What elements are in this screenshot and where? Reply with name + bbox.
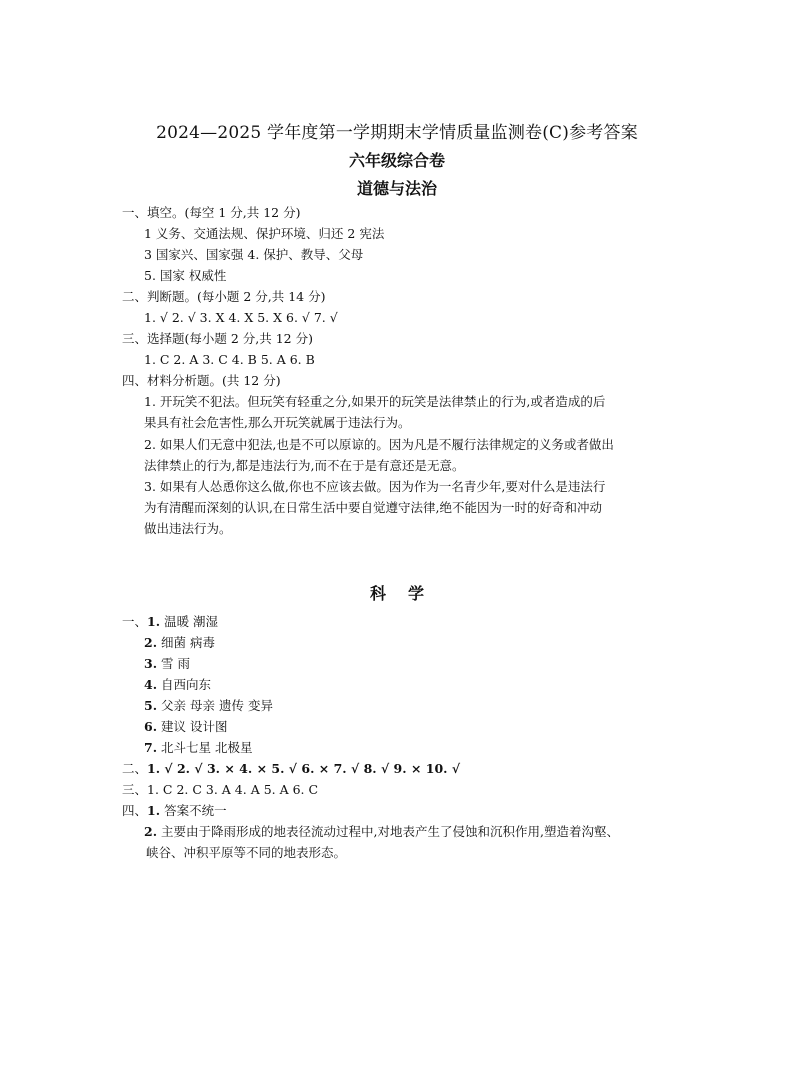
item-number: 6. <box>144 719 158 734</box>
item-text: 答案不统一 <box>164 803 227 818</box>
paragraph-line: 为有清醒而深刻的认识,在日常生活中要自觉遵守法律,绝不能因为一时的好奇和冲动 <box>144 500 602 515</box>
science-answer-continuation: 峡谷、冲积平原等不同的地表形态。 <box>146 845 347 860</box>
item-number: 7. <box>144 740 158 755</box>
science-answer-line <box>122 761 460 777</box>
section-heading-fill-blank: 一、填空。(每空 1 分,共 12 分) <box>122 205 301 220</box>
answer-line: 3 国家兴、国家强 4. 保护、教导、父母 <box>144 247 364 262</box>
item-text: 温暖 潮湿 <box>164 614 219 629</box>
answer-row: 1. C 2. C 3. A 4. A 5. A 6. C <box>147 782 319 797</box>
item-text: 主要由于降雨形成的地表径流动过程中,对地表产生了侵蚀和沉积作用,塑造着沟壑、 <box>161 824 619 839</box>
item-text: 细菌 病毒 <box>161 635 216 650</box>
paragraph-line: 做出违法行为。 <box>144 521 232 536</box>
science-answer-line <box>122 803 227 819</box>
subject-title-morality: 道德与法治 <box>356 179 437 198</box>
paragraph-line: 1. 开玩笑不犯法。但玩笑有轻重之分,如果开的玩笑是法律禁止的行为,或者造成的后 <box>144 394 606 409</box>
item-number: 3. <box>144 656 158 671</box>
paragraph-line: 2. 如果人们无意中犯法,也是不可以原谅的。因为凡是不履行法律规定的义务或者做出 <box>144 437 614 452</box>
science-answer-line <box>122 782 318 798</box>
item-number: 1. <box>147 803 161 818</box>
item-number: 2. <box>144 635 158 650</box>
subject-title-science: 科学 <box>369 584 446 603</box>
science-answer-line <box>144 824 619 840</box>
item-text: 自西向东 <box>161 677 212 692</box>
section-prefix: 二、 <box>122 761 148 776</box>
science-answer-line <box>144 698 273 714</box>
item-text: 建议 设计图 <box>161 719 228 734</box>
document-subtitle: 六年级综合卷 <box>348 151 445 170</box>
science-answer-line <box>122 614 218 630</box>
answer-line: 5. 国家 权威性 <box>144 268 227 283</box>
item-text: 北斗七星 北极星 <box>161 740 253 755</box>
paragraph-line: 法律禁止的行为,都是违法行为,而不在于是有意还是无意。 <box>144 458 465 473</box>
section-heading-multiple-choice: 三、选择题(每小题 2 分,共 12 分) <box>122 331 313 346</box>
document-title: 2024—2025 学年度第一学期期末学情质量监测卷(C)参考答案 <box>156 123 638 143</box>
answer-line: 1 义务、交通法规、保护环境、归还 2 宪法 <box>144 226 385 241</box>
section-heading-true-false: 二、判断题。(每小题 2 分,共 14 分) <box>122 289 326 304</box>
item-number: 1. <box>147 614 161 629</box>
section-prefix: 三、 <box>122 782 148 797</box>
science-answer-line <box>144 740 253 756</box>
section-prefix: 四、 <box>122 803 148 818</box>
item-text: 父亲 母亲 遗传 变异 <box>161 698 273 713</box>
item-number: 2. <box>144 824 158 839</box>
science-answer-line <box>144 719 228 735</box>
section-prefix: 一、 <box>122 614 148 629</box>
paragraph-line: 3. 如果有人怂恿你这么做,你也不应该去做。因为作为一名青少年,要对什么是违法行 <box>144 479 606 494</box>
science-answer-line <box>144 656 190 672</box>
science-answer-line <box>144 635 215 651</box>
paragraph-line: 果具有社会危害性,那么开玩笑就属于违法行为。 <box>144 415 411 430</box>
answer-row: 1. √ 2. √ 3. × 4. × 5. √ 6. × 7. √ 8. √ 9. × 10. √ <box>147 761 461 776</box>
item-text: 雪 雨 <box>161 656 191 671</box>
item-number: 4. <box>144 677 158 692</box>
answer-line: 1. C 2. A 3. C 4. B 5. A 6. B <box>144 352 315 367</box>
science-answer-line <box>144 677 211 693</box>
answer-line: 1. √ 2. √ 3. X 4. X 5. X 6. √ 7. √ <box>144 310 338 325</box>
section-heading-material-analysis: 四、材料分析题。(共 12 分) <box>122 373 281 388</box>
item-number: 5. <box>144 698 158 713</box>
